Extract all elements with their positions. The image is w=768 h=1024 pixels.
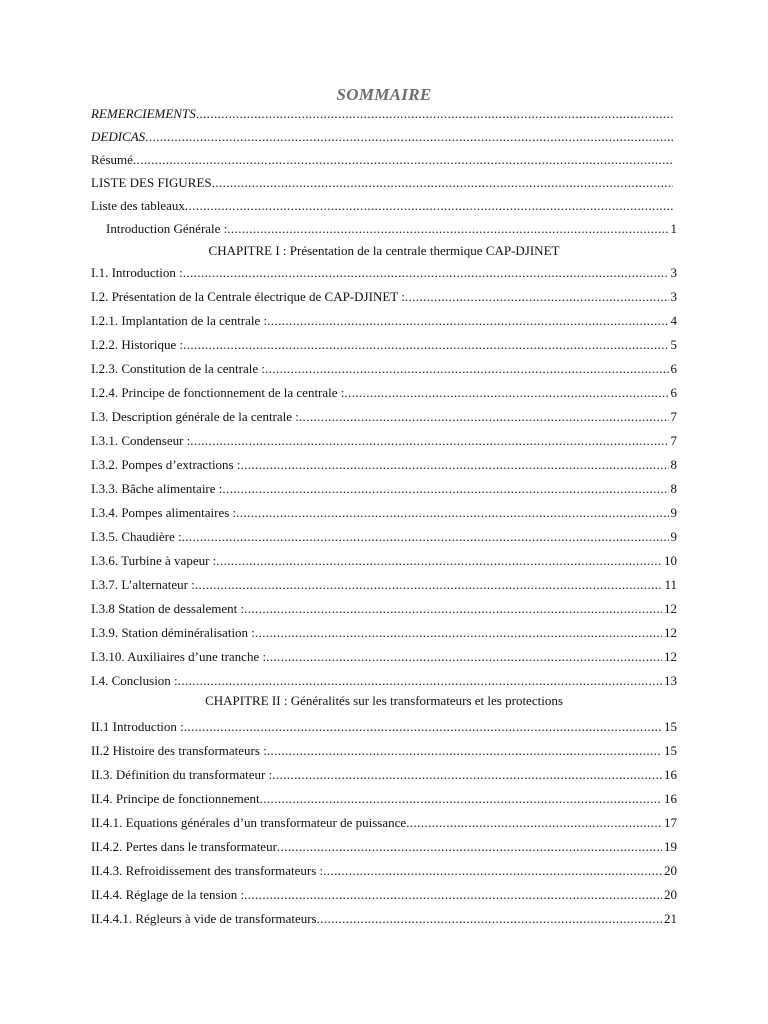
- toc-entry-page: 21: [664, 911, 677, 926]
- toc-entry: [91, 480, 677, 498]
- toc-entry-page: 9: [670, 529, 677, 544]
- toc-entry-page: 9: [670, 505, 677, 520]
- toc-entry-remerciements: [91, 105, 673, 123]
- toc-entry-label: II.3. Définition du transformateur :: [91, 767, 273, 782]
- toc-entry: [91, 600, 677, 618]
- toc-entry-label: I.4. Conclusion :: [91, 673, 178, 688]
- toc-entry-label: Résumé: [91, 152, 133, 167]
- dot-leader: [240, 456, 668, 474]
- toc-entry-page: 7: [670, 433, 677, 448]
- toc-entry-label: I.3.2. Pompes d’extractions :: [91, 457, 241, 472]
- toc-entry-label: I.3.9. Station déminéralisation :: [91, 625, 255, 640]
- toc-entry-page: 5: [670, 337, 677, 352]
- toc-entry-label: Liste des tableaux: [91, 198, 185, 213]
- dot-leader: [244, 600, 662, 618]
- dot-leader: [323, 862, 662, 880]
- toc-entry-page: 20: [664, 863, 677, 878]
- toc-entry-page: 19: [664, 839, 677, 854]
- toc-entry-liste-tableaux: [91, 197, 673, 215]
- toc-entry-label: I.1. Introduction :: [91, 265, 183, 280]
- toc-entry: [91, 456, 677, 474]
- toc-entry-dedicas: [91, 128, 673, 146]
- toc-entry-resume: [91, 151, 673, 169]
- toc-entry-label: II.4.4.1. Régleurs à vide de transformateurs: [91, 911, 317, 926]
- toc-entry-label: I.2.1. Implantation de la centrale :: [91, 313, 268, 328]
- toc-entry-label: II.1 Introduction :: [91, 719, 184, 734]
- toc-entry-label: I.3. Description générale de la centrale :: [91, 409, 299, 424]
- toc-entry-page: 15: [664, 719, 677, 734]
- dot-leader: [216, 552, 662, 570]
- dot-leader: [196, 105, 673, 123]
- toc-entry-page: 4: [670, 313, 677, 328]
- dot-leader: [183, 264, 669, 282]
- dot-leader: [272, 766, 662, 784]
- dot-leader: [184, 718, 662, 736]
- dot-leader: [195, 576, 663, 594]
- toc-entry-label: I.3.7. L’alternateur :: [91, 577, 195, 592]
- toc-entry-page: 12: [664, 601, 677, 616]
- dot-leader: [317, 910, 662, 928]
- toc-entry-page: 17: [664, 815, 677, 830]
- dot-leader: [244, 886, 662, 904]
- dot-leader: [265, 360, 668, 378]
- toc-entry-label: I.3.10. Auxiliaires d’une tranche :: [91, 649, 267, 664]
- toc-entry-label: I.2. Présentation de la Centrale électrique de CAP-DJINET :: [91, 289, 405, 304]
- dot-leader: [222, 480, 668, 498]
- toc-entry: [91, 814, 677, 832]
- dot-leader: [236, 504, 668, 522]
- toc-entry: [91, 504, 677, 522]
- toc-entry-page: 11: [664, 577, 677, 592]
- toc-entry-label: I.3.6. Turbine à vapeur :: [91, 553, 217, 568]
- dot-leader: [405, 288, 669, 306]
- toc-entry-label: Introduction Générale :: [106, 221, 228, 236]
- toc-entry-label: I.2.3. Constitution de la centrale :: [91, 361, 266, 376]
- toc-entry-page: 8: [670, 457, 677, 472]
- toc-entry-introduction-generale: [106, 220, 677, 238]
- dot-leader: [255, 624, 662, 642]
- toc-entry-label: I.3.5. Chaudière :: [91, 529, 182, 544]
- dot-leader: [145, 128, 673, 146]
- toc-entry-label: LISTE DES FIGURES: [91, 175, 212, 190]
- dot-leader: [267, 312, 668, 330]
- toc-entry: [91, 838, 677, 856]
- toc-entry-page: 15: [664, 743, 677, 758]
- toc-entry-label: DEDICAS: [91, 129, 146, 144]
- toc-entry-label: I.2.2. Historique :: [91, 337, 184, 352]
- toc-entry-label: II.4.4. Réglage de la tension :: [91, 887, 245, 902]
- toc-entry: [91, 576, 677, 594]
- dot-leader: [178, 672, 662, 690]
- toc-entry-page: 10: [664, 553, 677, 568]
- toc-entry-page: 20: [664, 887, 677, 902]
- toc-entry: [91, 790, 677, 808]
- dot-leader: [190, 432, 668, 450]
- toc-entry-label: II.4.2. Pertes dans le transformateur: [91, 839, 277, 854]
- toc-entry-label: II.2 Histoire des transformateurs :: [91, 743, 267, 758]
- toc-entry-liste-figures: [91, 174, 673, 192]
- toc-entry: [91, 624, 677, 642]
- toc-entry-page: 6: [670, 385, 677, 400]
- toc-entry: [91, 672, 677, 690]
- toc-entry-page: 16: [664, 791, 677, 806]
- toc-entry-page: 16: [664, 767, 677, 782]
- toc-entry-page: 12: [664, 625, 677, 640]
- dot-leader: [266, 648, 662, 666]
- toc-entry: [91, 264, 677, 282]
- dot-leader: [406, 814, 662, 832]
- toc-entry: [91, 742, 677, 760]
- dot-leader: [277, 838, 662, 856]
- toc-entry-label: REMERCIEMENTS: [91, 106, 196, 121]
- dot-leader: [344, 384, 668, 402]
- toc-entry: [91, 718, 677, 736]
- toc-entry: [91, 910, 677, 928]
- toc-entry-label: II.4. Principe de fonctionnement: [91, 791, 260, 806]
- toc-entry-label: I.2.4. Principe de fonctionnement de la centrale :: [91, 385, 345, 400]
- toc-entry: [91, 648, 677, 666]
- dot-leader: [183, 336, 668, 354]
- dot-leader: [299, 408, 669, 426]
- toc-entry-page: 13: [664, 673, 677, 688]
- toc-entry: [91, 432, 677, 450]
- dot-leader: [260, 790, 662, 808]
- toc-entry-label: I.3.4. Pompes alimentaires :: [91, 505, 237, 520]
- toc-entry-label: I.3.3. Bâche alimentaire :: [91, 481, 223, 496]
- toc-title: SOMMAIRE: [336, 85, 432, 104]
- toc-entry-page: 1: [670, 221, 677, 236]
- toc-entry-page: 6: [670, 361, 677, 376]
- chapter-2-heading: CHAPITRE II : Généralités sur les transformateurs et les protections: [205, 693, 563, 708]
- dot-leader: [212, 174, 673, 192]
- toc-entry: [91, 360, 677, 378]
- toc-entry: [91, 408, 677, 426]
- toc-entry: [91, 288, 677, 306]
- toc-entry: [91, 886, 677, 904]
- toc-entry-page: 8: [670, 481, 677, 496]
- toc-entry: [91, 552, 677, 570]
- toc-entry-label: II.4.3. Refroidissement des transformateurs :: [91, 863, 324, 878]
- toc-entry: [91, 336, 677, 354]
- toc-entry-page: 3: [670, 265, 677, 280]
- chapter-1-heading: CHAPITRE I : Présentation de la centrale thermique CAP-DJINET: [208, 243, 560, 258]
- toc-entry: [91, 384, 677, 402]
- dot-leader: [133, 151, 673, 169]
- toc-entry: [91, 312, 677, 330]
- toc-entry-page: 12: [664, 649, 677, 664]
- toc-entry-page: 7: [670, 409, 677, 424]
- dot-leader: [185, 197, 673, 215]
- dot-leader: [267, 742, 662, 760]
- toc-entry-page: 3: [670, 289, 677, 304]
- dot-leader: [182, 528, 669, 546]
- toc-entry-label: I.3.8 Station de dessalement :: [91, 601, 245, 616]
- toc-entry-label: II.4.1. Equations générales d’un transformateur de puissance: [91, 815, 407, 830]
- toc-entry-label: I.3.1. Condenseur :: [91, 433, 191, 448]
- toc-entry: [91, 862, 677, 880]
- dot-leader: [227, 220, 668, 238]
- toc-entry: [91, 766, 677, 784]
- toc-entry: [91, 528, 677, 546]
